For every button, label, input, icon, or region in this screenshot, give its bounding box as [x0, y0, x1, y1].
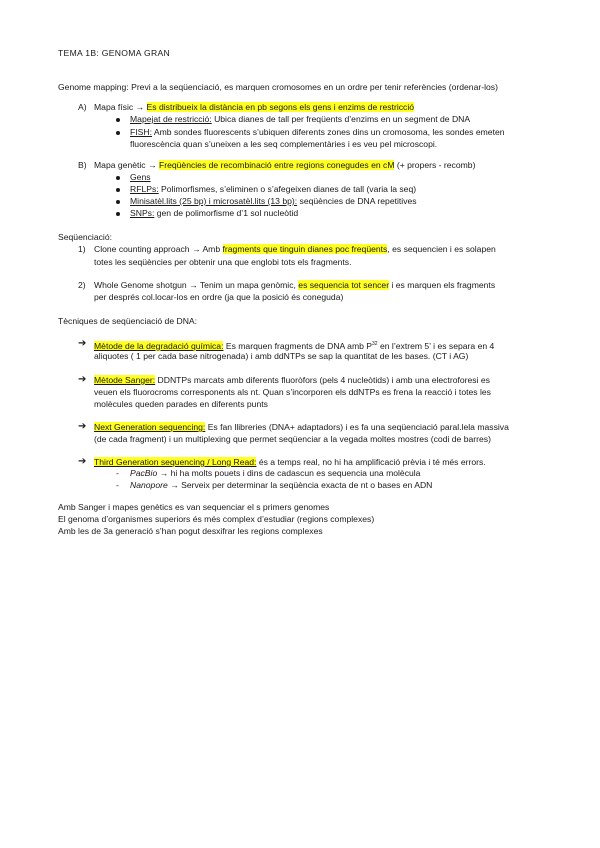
tecnica-4-line1 [94, 457, 486, 468]
seq-item-2-line1 [94, 280, 495, 291]
genome-mapping-paragraph: Genome mapping: Previ a la seqüenciació, es marquen cromosomes en un ordre per tenir referències (ordenar-los) [58, 82, 498, 92]
bullet-icon [116, 212, 120, 216]
section-b-item-3 [130, 196, 417, 207]
seq-item-1-line2: totes les seqüències per obtenir una que englobi tots els fragments. [94, 257, 352, 267]
bullet-icon [116, 176, 120, 180]
bullet-icon [116, 131, 120, 135]
section-b-item-2-text: Polimorfismes, s’eliminen o s’afegeixen dianes de tall (varia la seq) [158, 184, 417, 194]
section-b-item-2-term: RFLPs: [130, 184, 159, 194]
tecnica-1-line2: aliquotes ( 1 per cada base nitrogenada) i amb ddNTPs se sap la quantitat de les bases. (CT i AG) [94, 351, 469, 361]
section-b-item-4-text: gen de polimorfisme d’1 sol nucleòtid [154, 208, 299, 218]
tecnica-1-line1 [94, 339, 494, 352]
tecnica-1-superscript: 32 [372, 341, 378, 347]
arrow-bullet-icon: ➔ [78, 338, 87, 349]
tecnica-4-sub-1 [130, 468, 420, 479]
bullet-icon [116, 200, 120, 204]
bullet-icon [116, 188, 120, 192]
seq-item-1-marker: 1) [78, 244, 86, 254]
seq-item-1-lead: Clone counting approach → Amb [94, 244, 223, 254]
dash-bullet-icon: - [116, 480, 119, 490]
section-b-item-1 [130, 172, 151, 183]
seq-item-2-tail: i es marquen els fragments [389, 280, 496, 290]
seq-item-2-highlight: es sequencia tot sencer [298, 280, 390, 290]
tecnica-1-text: Es marquen fragments de DNA amb P [223, 340, 373, 351]
seq-item-2-line2: per després col.locar-los en ordre (ja que la posició és coneguda) [94, 292, 344, 302]
sequenciacio-heading: Seqüenciació: [58, 232, 112, 242]
tecnica-4-term: Third Generation sequencing / Long Read: [94, 457, 257, 467]
tecnica-3-line2: (de cada fragment) i un multiplexing que permet seqüenciar a la vegada moltes mostres (codi de barres) [94, 434, 491, 444]
section-b-heading [94, 160, 475, 171]
section-a-item-2 [130, 127, 505, 138]
seq-item-1-tail: , es sequencien i es solapen [387, 244, 496, 254]
section-b-lead: Mapa genètic → [94, 160, 159, 170]
tecnica-2-text: DDNTPs marcats amb diferents fluoròfors (pels 4 nucleòtids) i amb una electroforesi es [155, 375, 490, 385]
section-a-item-2-continuation: fluorescència quan s’uneixen a les seq complementàries i es veu pel microscopi. [130, 139, 438, 149]
tecniques-heading: Tècniques de seqüenciació de DNA: [58, 316, 198, 326]
section-b-item-3-term: Minisatèl.lits (25 bp) i microsatèl.lits (13 bp): [130, 196, 298, 206]
tecnica-4-sub-2-name: Nanopore [130, 480, 168, 490]
closing-line-2: El genoma d’organismes superiors és més complex d’estudiar (regions complexes) [58, 514, 375, 524]
dash-bullet-icon: - [116, 468, 119, 478]
tecnica-4-sub-2 [130, 480, 432, 491]
seq-item-1-line1 [94, 244, 496, 255]
tecnica-4-sub-2-text: → Serveix per determinar la seqüència exacta de nt o bases en ADN [167, 480, 433, 490]
document-title: TEMA 1B: GENOMA GRAN [58, 48, 171, 58]
section-b-item-1-term: Gens [130, 172, 151, 182]
section-a-item-2-text: Amb sondes fluorescents s’ubiquen diferents zones dins un cromosoma, les sondes emeten [151, 127, 505, 137]
tecnica-3-line1 [94, 422, 509, 433]
section-b-tail: (+ propers - recomb) [394, 160, 476, 170]
bullet-icon [116, 118, 120, 122]
tecnica-4-text: és a temps real, no hi ha amplificació prèvia i té més errors. [256, 457, 486, 467]
tecnica-2-line1 [94, 375, 490, 386]
section-a-marker: A) [78, 102, 87, 112]
tecnica-2-term: Mètode Sanger: [94, 375, 156, 385]
tecnica-4-sub-1-name: PacBio [130, 468, 158, 478]
arrow-bullet-icon: ➔ [78, 374, 87, 385]
section-a-item-2-term: FISH: [130, 127, 152, 137]
seq-item-1-highlight: fragments que tinguin dianes poc freqüents [222, 244, 388, 254]
tecnica-1-term: Mètode de la degradació química: [94, 340, 224, 351]
section-b-item-4 [130, 208, 298, 219]
section-b-marker: B) [78, 160, 87, 170]
closing-line-3: Amb les de 3a generació s’han pogut desxifrar les regions complexes [58, 526, 323, 536]
closing-line-1: Amb Sanger i mapes genètics es van sequenciar el s primers genomes [58, 502, 330, 512]
section-a-heading [94, 102, 414, 113]
section-a-item-1-term: Mapejat de restricció: [130, 114, 212, 124]
tecnica-1-text-b: en l’extrem 5’ i es separa en 4 [377, 340, 495, 351]
arrow-bullet-icon: ➔ [78, 421, 87, 432]
tecnica-4-sub-1-text: → hi ha molts pouets i dins de cadascun es sequencia una molècula [157, 468, 421, 478]
section-b-item-4-term: SNPs: [130, 208, 155, 218]
section-a-lead: Mapa físic → [94, 102, 147, 112]
seq-item-2-lead: Whole Genome shotgun → Tenim un mapa genòmic, [94, 280, 299, 290]
section-b-item-3-text: seqüències de DNA repetitives [297, 196, 417, 206]
tecnica-2-line3: molècules queden parades en diferents punts [94, 399, 268, 409]
section-a-item-1-text: Ubica dianes de tall per freqüents d’enzims en un segment de DNA [211, 114, 471, 124]
tecnica-2-line2: veuen els fluorocroms corresponents als nt. Quan s’incorporen els ddNTPs es frena la reacció i totes les [94, 387, 491, 397]
arrow-bullet-icon: ➔ [78, 456, 87, 467]
seq-item-2-marker: 2) [78, 280, 86, 290]
section-b-highlight: Freqüències de recombinació entre regions conegudes en cM [158, 160, 395, 170]
tecnica-3-text: Es fan llibreries (DNA+ adaptadors) i es fa una seqüenciació paral.lela massiva [205, 422, 509, 432]
tecnica-3-term: Next Generation sequencing: [94, 422, 206, 432]
section-a-highlight: Es distribueix la distància en pb segons els gens i enzims de restricció [146, 102, 415, 112]
section-a-item-1 [130, 114, 470, 125]
section-b-item-2 [130, 184, 416, 195]
